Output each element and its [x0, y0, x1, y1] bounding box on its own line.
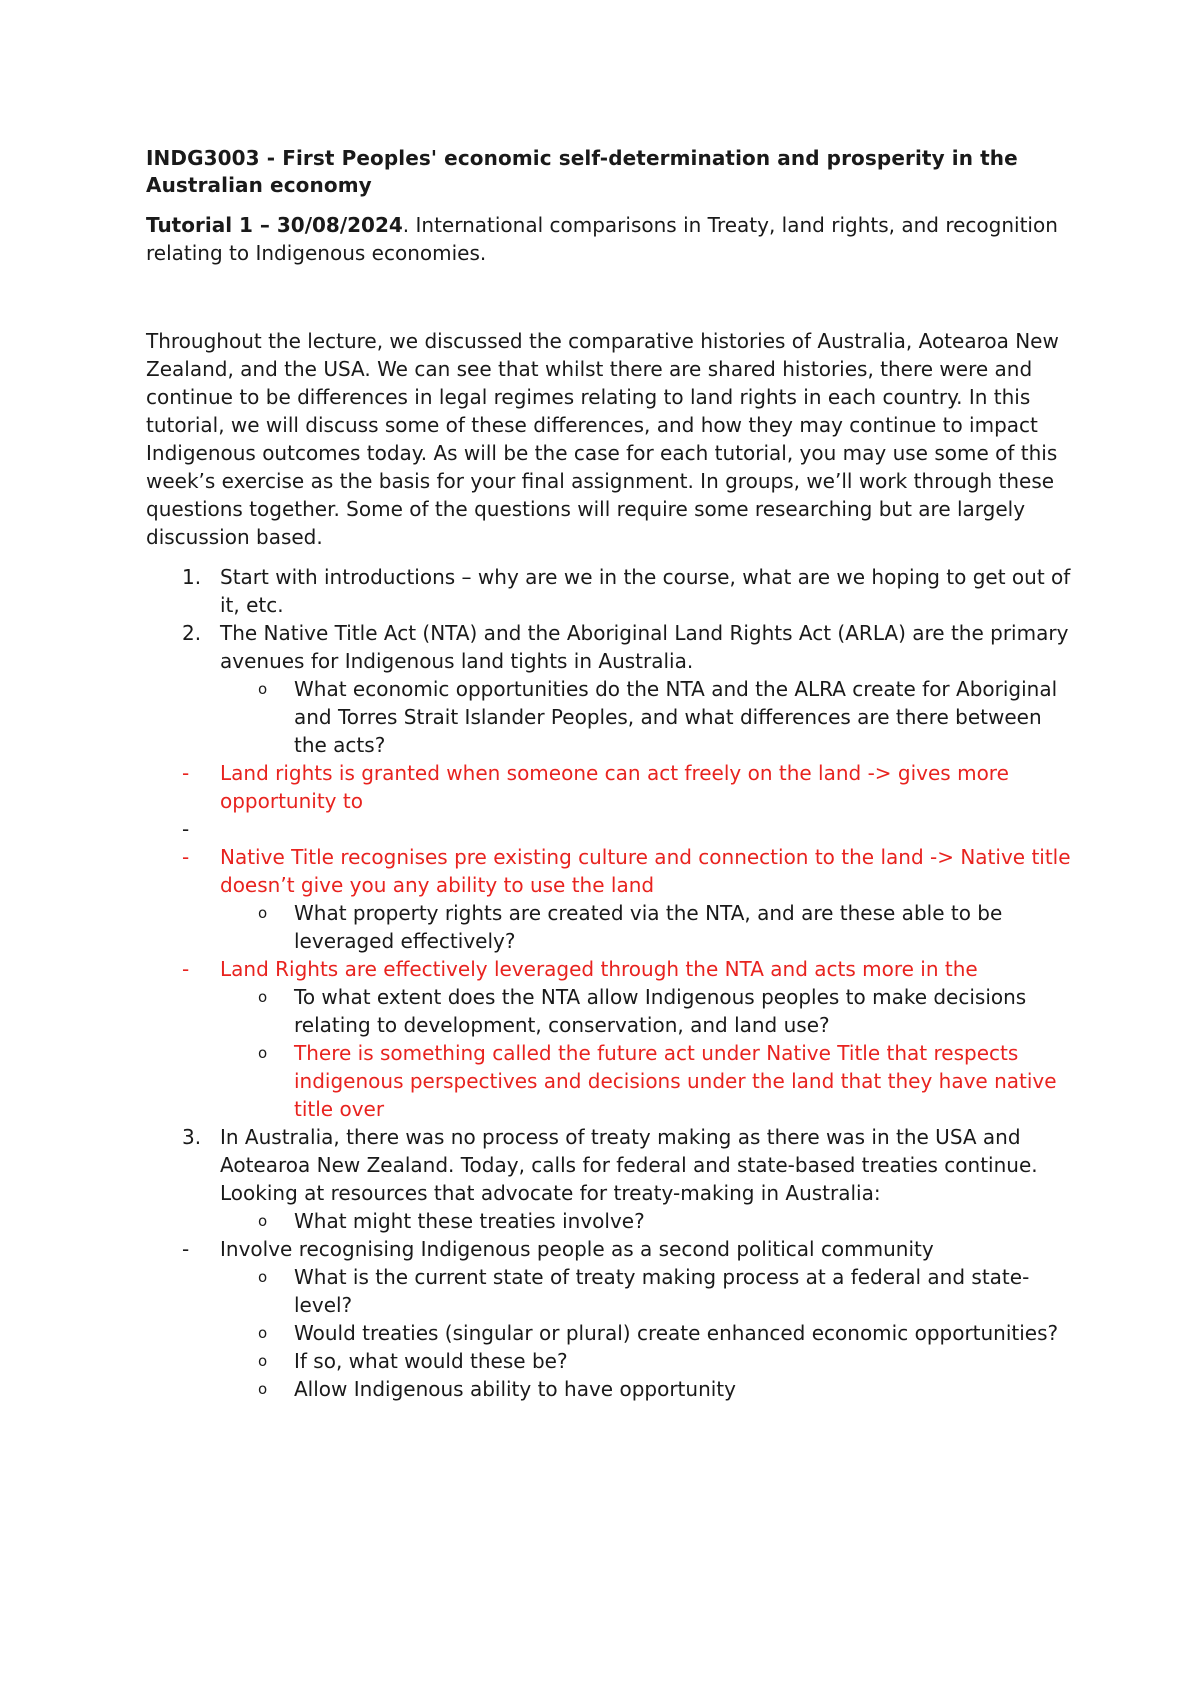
answer-note	[146, 759, 1076, 815]
document-page	[146, 145, 1076, 1403]
tutorial-description: . International comparisons in Treaty, land rights, and recognition relating to Indigenous economies.	[146, 213, 1058, 265]
bullet-marker: o	[258, 1352, 268, 1370]
sub-question	[146, 1347, 1076, 1375]
dash-marker: -	[182, 845, 190, 869]
sub-question	[146, 1375, 1076, 1403]
sub-question-text: If so, what would these be?	[294, 1349, 568, 1373]
sub-question-text: What economic opportunities do the NTA and the ALRA create for Aboriginal and Torres Strait Islander Peoples, and what differences are there between the acts?	[294, 677, 1058, 757]
bullet-marker: o	[258, 904, 268, 922]
answer-note-text: Involve recognising Indigenous people as a second political community	[220, 1237, 934, 1261]
list-item-text: In Australia, there was no process of treaty making as there was in the USA and Aotearoa New Zealand. Today, calls for federal and state-based treaties continue. Looking at resources that advocate for treaty-making in Australia:	[220, 1125, 1038, 1205]
sub-question-text: Allow Indigenous ability to have opportunity	[294, 1377, 736, 1401]
bullet-marker: o	[258, 1044, 268, 1062]
bullet-marker: o	[258, 988, 268, 1006]
sub-question-text: To what extent does the NTA allow Indigenous peoples to make decisions relating to development, conservation, and land use?	[294, 985, 1027, 1037]
sub-question	[146, 1207, 1076, 1235]
list-item	[146, 563, 1076, 619]
answer-note	[146, 1235, 1076, 1263]
list-item-text: The Native Title Act (NTA) and the Aboriginal Land Rights Act (ARLA) are the primary avenues for Indigenous land tights in Australia.	[220, 621, 1069, 673]
answer-note	[146, 815, 1076, 843]
dash-marker: -	[182, 957, 190, 981]
answer-note	[146, 955, 1076, 983]
sub-question	[146, 983, 1076, 1039]
list-item	[146, 1123, 1076, 1207]
bullet-marker: o	[258, 1380, 268, 1398]
list-item-text: Start with introductions – why are we in the course, what are we hoping to get out of it, etc.	[220, 565, 1071, 617]
list-item	[146, 619, 1076, 675]
bullet-marker: o	[258, 680, 268, 698]
question-list	[146, 563, 1076, 1403]
sub-answer-note-text: There is something called the future act under Native Title that respects indigenous perspectives and decisions under the land that they have native title over	[294, 1041, 1057, 1121]
list-number: 3.	[182, 1125, 202, 1149]
tutorial-heading	[146, 211, 1076, 267]
sub-question	[146, 1319, 1076, 1347]
answer-note-text: Native Title recognises pre existing culture and connection to the land -> Native title doesn’t give you any ability to use the land	[220, 845, 1071, 897]
tutorial-label: Tutorial 1 – 30/08/2024	[146, 213, 403, 237]
sub-question-text: Would treaties (singular or plural) create enhanced economic opportunities?	[294, 1321, 1059, 1345]
intro-paragraph: Throughout the lecture, we discussed the comparative histories of Australia, Aotearoa New Zealand, and the USA. We can see that whilst there are shared histories, there were and continue to be differences in legal regimes relating to land rights in each country. In this tutorial, we will discuss some of these differences, and how they may continue to impact Indigenous outcomes today. As will be the case for each tutorial, you may use some of this week’s exercise as the basis for your final assignment. In groups, we’ll work through these questions together. Some of the questions will require some researching but are largely discussion based.	[146, 329, 1059, 549]
list-number: 2.	[182, 621, 202, 645]
sub-question-text: What property rights are created via the NTA, and are these able to be leveraged effectively?	[294, 901, 1003, 953]
dash-marker: -	[182, 817, 190, 841]
sub-question	[146, 675, 1076, 759]
answer-note	[146, 843, 1076, 899]
dash-marker: -	[182, 1237, 190, 1261]
answer-note-text: Land rights is granted when someone can act freely on the land -> gives more opportunity to	[220, 761, 1009, 813]
bullet-marker: o	[258, 1268, 268, 1286]
bullet-marker: o	[258, 1324, 268, 1342]
sub-question	[146, 899, 1076, 955]
sub-question-text: What might these treaties involve?	[294, 1209, 645, 1233]
bullet-marker: o	[258, 1212, 268, 1230]
list-number: 1.	[182, 565, 202, 589]
sub-answer-note	[146, 1039, 1076, 1123]
sub-question-text: What is the current state of treaty making process at a federal and state-level?	[294, 1265, 1030, 1317]
answer-note-text: Land Rights are effectively leveraged through the NTA and acts more in the	[220, 957, 978, 981]
document-title: INDG3003 - First Peoples' economic self-determination and prosperity in the Australian economy	[146, 146, 1018, 197]
dash-marker: -	[182, 761, 190, 785]
sub-question	[146, 1263, 1076, 1319]
